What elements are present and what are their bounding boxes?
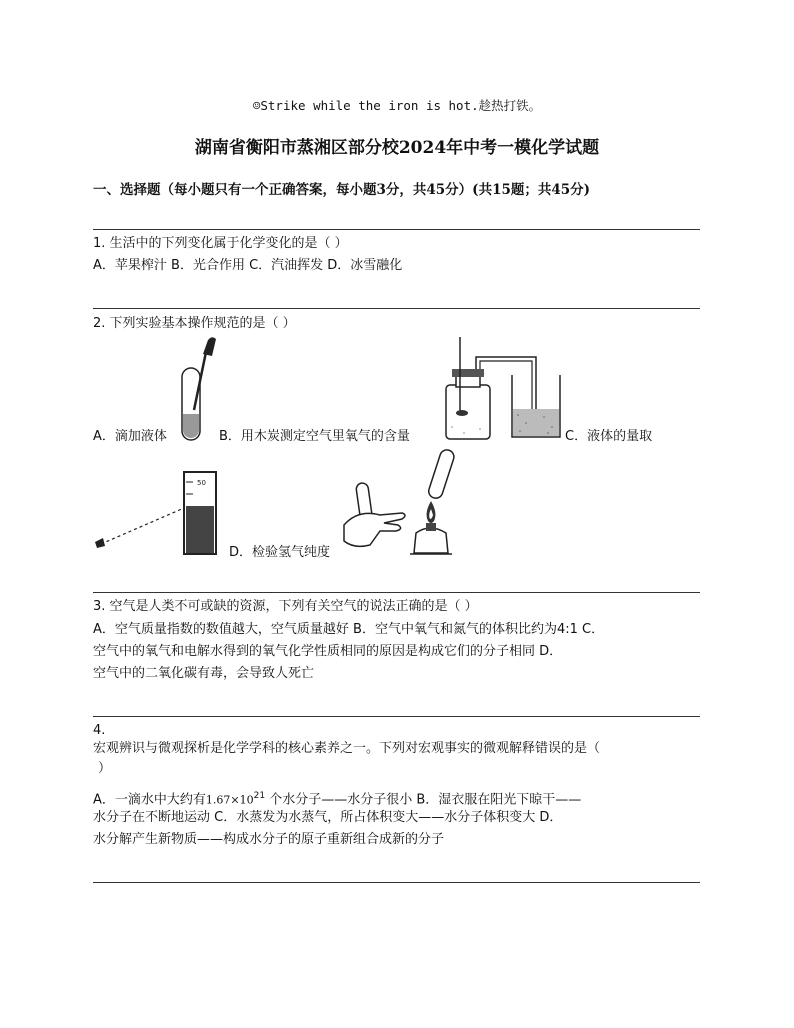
divider xyxy=(93,716,700,717)
q4-line-3: 水分解产生新物质——构成水分子的原子重新组合成新的分子 xyxy=(93,832,445,847)
oxygen-apparatus-figure xyxy=(440,333,565,443)
q4-line-1-prefix: A．一滴水中大约有 xyxy=(93,792,206,808)
divider xyxy=(93,882,700,883)
q4-number: 4. xyxy=(93,723,106,738)
measuring-cylinder-figure xyxy=(93,470,228,556)
q2-option-d: D．检验氢气纯度 xyxy=(229,545,331,560)
q1-options: A．苹果榨汁 B．光合作用 C．汽油挥发 D．冰雪融化 xyxy=(93,258,403,273)
q4-line-2: 水分子在不断地运动 C．水蒸发为水蒸气，所占体积变大——水分子体积变大 D． xyxy=(93,810,563,825)
q4-stem: 宏观辨识与微观探析是化学学科的核心素养之一。下列对宏观事实的微观解释错误的是（ xyxy=(93,741,601,756)
q3-line-2: 空气中的氧气和电解水得到的氧气化学性质相同的原因是构成它们的分子相同 D． xyxy=(93,644,563,659)
q3-stem: 3. 空气是人类不可或缺的资源，下列有关空气的说法正确的是（ ） xyxy=(93,599,478,614)
q3-line-3: 空气中的二氧化碳有毒，会导致人死亡 xyxy=(93,666,315,681)
q2-option-c: C．液体的量取 xyxy=(565,429,653,444)
q3-line-1: A．空气质量指数的数值越大，空气质量越好 B．空气中氧气和氮气的体积比约为4:1 C． xyxy=(93,622,605,637)
q1-stem: 1. 生活中的下列变化属于化学变化的是（ ） xyxy=(93,236,348,251)
page-title: 湖南省衡阳市蒸湘区部分校2024年中考一模化学试题 xyxy=(194,138,600,158)
q4-stem-close: ） xyxy=(98,761,112,776)
motto-text: ☺Strike while the iron is hot.趁热打铁。 xyxy=(252,98,542,113)
dropper-test-tube-figure xyxy=(170,336,222,444)
hydrogen-test-figure xyxy=(340,445,465,557)
molecule-count-coefficient: 1.67×10 xyxy=(205,793,254,807)
q2-stem: 2. 下列实验基本操作规范的是（ ） xyxy=(93,316,296,331)
q2-option-a: A．滴加液体 xyxy=(93,429,167,444)
q4-line-1 xyxy=(93,786,581,810)
molecule-count-exponent: 21 xyxy=(253,791,266,801)
q2-option-b: B．用木炭测定空气里氧气的含量 xyxy=(219,429,410,444)
cylinder-scale-mark: 50 xyxy=(197,479,206,487)
q4-line-1-suffix: 个水分子——水分子很小 B．湿衣服在阳光下晾干—— xyxy=(269,792,582,808)
divider xyxy=(93,308,700,309)
divider xyxy=(93,592,700,593)
divider xyxy=(93,229,700,230)
section-heading: 一、选择题（每小题只有一个正确答案，每小题3分，共45分）(共15题；共45分) xyxy=(93,182,591,198)
